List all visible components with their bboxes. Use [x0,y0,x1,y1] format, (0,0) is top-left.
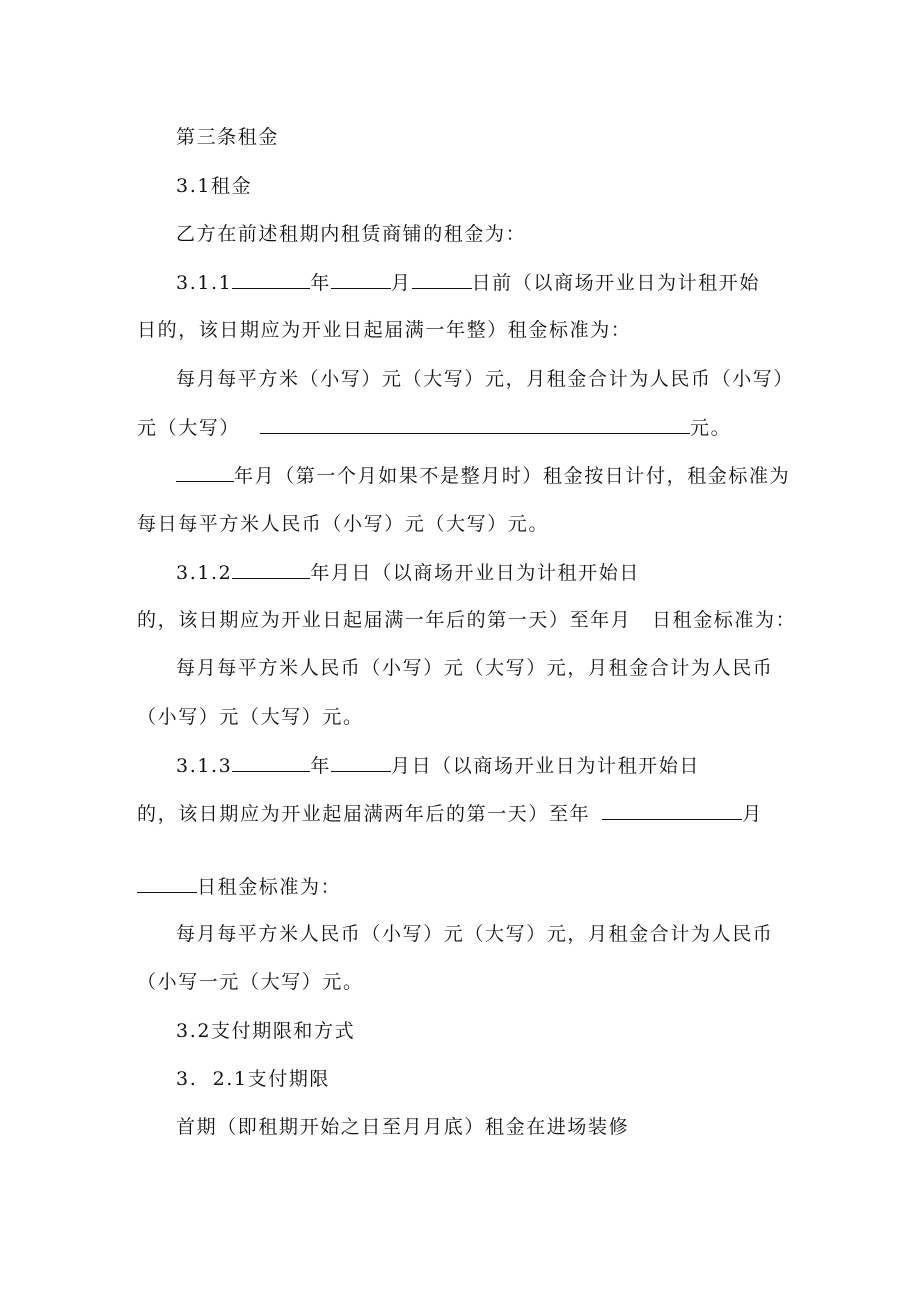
item-text: 的，该日期应为开业起届满两年后的第一天）至年 [137,803,591,825]
section-3-1-title: 3.1租金 [176,175,253,197]
item-3-1-3-line5: （小写一元（大写）元。 [137,971,364,993]
item-text: 元（大写） [137,417,241,439]
item-3-1-1-line3: 每月每平方米（小写）元（大写）元，月租金合计为人民币（小写） [176,368,795,390]
item-number: 3.1.3 [176,755,233,777]
year-label: 年 [310,755,331,777]
item-3-1-2-line4: （小写）元（大写）元。 [137,706,364,728]
year-label: 年 [310,272,331,294]
fill-blank [602,801,742,820]
article-heading: 第三条租金 [176,126,280,148]
section-3-2-1-title: 3. 2.1支付期限 [176,1068,331,1090]
item-3-1-1-line4 [137,415,731,440]
fill-blank [232,753,310,772]
item-3-1-1-line6: 每日每平方米人民币（小写）元（大写）元。 [137,513,550,535]
item-3-1-1-line5 [176,463,790,488]
item-text: 元。 [690,417,732,439]
item-text: 年月（第一个月如果不是整月时）租金按日计付，租金标准为 [234,465,791,487]
item-3-1-1-line1 [176,270,760,295]
month-label: 月 [390,272,412,294]
item-3-1-3-line2 [137,801,763,826]
item-text: 日租金标准为： [197,876,342,898]
item-number: 3.1.2 [176,562,233,584]
month-label: 月 [742,803,763,825]
fill-blank [232,560,310,579]
item-3-1-1-line2: 日的，该日期应为开业日起届满一年整）租金标准为： [137,319,632,341]
item-text: 年月日（以商场开业日为计租开始日 [310,562,640,584]
item-3-1-2-line3: 每月每平方米人民币（小写）元（大写）元，月租金合计为人民币 [176,657,774,679]
fill-blank [331,270,391,289]
rent-intro: 乙方在前述租期内租赁商铺的租金为： [176,223,527,245]
fill-blank [232,270,310,289]
fill-blank [176,463,234,482]
fill-blank [137,874,197,893]
item-number: 3.1.1 [176,272,233,294]
fill-blank [412,270,472,289]
item-3-1-3-line1 [176,753,700,778]
section-3-2-title: 3.2支付期限和方式 [176,1020,356,1042]
item-3-1-2-line2: 的，该日期应为开业日起届满一年后的第一天）至年月 日租金标准为： [137,609,797,631]
payment-first-period: 首期（即租期开始之日至月月底）租金在进场装修 [176,1116,630,1138]
item-text: 月日（以商场开业日为计租开始日 [390,755,700,777]
item-3-1-3-line4: 每月每平方米人民币（小写）元（大写）元，月租金合计为人民币 [176,923,774,945]
fill-blank [260,415,690,434]
item-3-1-2-line1 [176,560,640,585]
item-text: 日前（以商场开业日为计租开始 [471,272,760,294]
item-3-1-3-line3 [137,874,341,899]
fill-blank [331,753,391,772]
